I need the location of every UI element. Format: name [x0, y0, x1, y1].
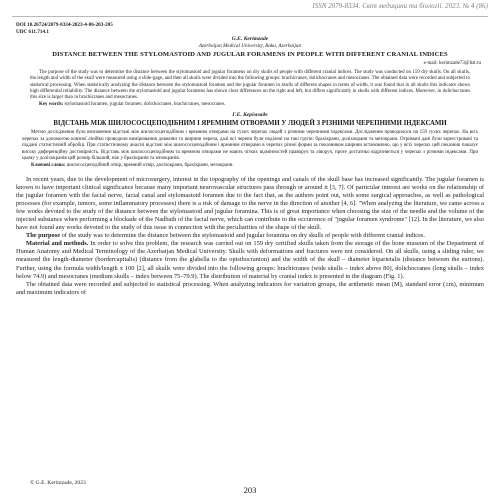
- introduction-paragraph: In recent years, due to the development of microsurgery, interest in the topography of the openings and canals of the skull base has increased significantly. The jugular foramen is known to have important clinical significance because many important neurovascular structures pass through or around it [3, 7]. Of particular interest are works on the relationship of the jugular foramen with the facial nerve, facial canal and stylomastoid foramen due to the fact that, as the authors point out, with some surgical approaches, as well as pathological processes (for example, tumors, some inflammatory processes) there is a risk of damage to the nerve in the direction of another [4, 6]. "When analyzing the literature, we came across a few works devoted to the study of the distance between the stylomastoid and jugular foramina. This is of great importance when choosing the size of the needle and the volume of the injected substance when performing a blockade of the Nadbath of the facial nerve, which can contribute to the occurrence of "jugular foramen syndrome" [12]. In the literature, we also have not found any works devoted to the study of this issue in connection with the peculiarities of the shape of the skull.: [16, 176, 484, 232]
- ukrainian-keywords: [22, 163, 478, 170]
- english-keywords: [30, 102, 470, 108]
- copyright-notice: © G.E. Kerimzade, 2023: [30, 480, 86, 486]
- ukrainian-keywords-label: Ключові слова:: [31, 162, 66, 168]
- purpose-paragraph: [16, 232, 484, 240]
- ukrainian-title: ВІДСТАНЬ МІЖ ШИЛОСОСЦЕПОДІБНИМ І ЯРЕМНИМ ОТВОРАМИ У ЛЮДЕЙ З РІЗНИМИ ЧЕРЕПНИМИ ІНДЕКСАМИ: [53, 120, 447, 128]
- methods-label: Material and methods.: [26, 240, 89, 248]
- article-body: [16, 176, 484, 297]
- methods-paragraph: [16, 240, 484, 280]
- ukrainian-keywords-list: шилососцеподібний отвір, яремний отвір, доліхокрани, брахікрани, мезокрани.: [66, 162, 234, 168]
- statistics-paragraph: The obtained data were recorded and subjected to statistical processing. When analyzing indicators for variation groups, the arithmetic mean (M), standard error (±m), minimum and maximum indicators of: [16, 280, 484, 296]
- methods-text: In order to solve this problem, the research was carried out on 159 dry certified skulls taken from the storage of the bone museum of the Department of Human Anatomy and Medical Terminology of the Azerbaijan Medical University. Skulls with deformations and fractures were not considered. On all skulls, using a sliding ruler, we measured the length-diameter (bordercapitalis) (distance from the glabella to the opisthocranion) and the width of the skull – diameter biparietalis (distance between the eurions). Further, using the formula width/length x 100 [2], all skulls were divided into the following groups: brachicranes (wide skulls – index above 80), dolichocranes (long skulls – index below 74.9) and mesocranes (medium skulls – index between 75–79.9). The distribution of material by cranial index is presented in the diagram (Fig. 1).: [16, 240, 485, 280]
- keywords-list: stylomastoid foramen, jugular foramen, dolichocranes, brachicranes, mesocranes.: [64, 101, 226, 107]
- running-header: [0, 0, 500, 18]
- udc: UDC 611.714.1: [16, 28, 49, 35]
- english-abstract: The purpose of the study was to determine the distance between the stylomastoid and jugular foramens on dry skulls of people with different cranial indices. The study was conducted on 159 dry skulls. On all skulls, the length and width of the skull were measured using a slide-gage, and then all skulls were divided into the following groups: brachicranes, dolichocranes and mesocranes. The obtained data were recorded and subjected to statistical processing. When statistically analyzing the distance between the stylomastoid foramen and the jugular foramen in skulls of different shapes in terms of width, it was found that in all skulls this indicator shows high differential reliability. The distance between the stylomastoid and jugular foramens has shown clear differences on the right and left, but differs significantly in skulls with different indices. Moreover, in dolichocranes this size is larger than in brachicranes and mesocranes.: [30, 69, 470, 101]
- journal-header: ISSN 2079-8334. Світ медицини та біології. 2023. № 4 (86): [312, 3, 488, 10]
- article-content: [16, 22, 484, 476]
- purpose-text: of the study was to determine the distance between the stylomastoid and jugular foramina on dry skulls of people with different cranial indices.: [60, 232, 425, 240]
- article-title: DISTANCE BETWEEN THE STYLOMASTOID AND JUGULAR FORAMENS IN PEOPLE WITH DIFFERENT CRANIAL INDICES: [52, 51, 448, 59]
- author-affiliation: Azerbaijan Medical University, Baku, Azerbaijan: [198, 42, 302, 49]
- doi[interactable]: DOI 10.26724/2079-8334-2023-4-86-203-205: [16, 22, 113, 28]
- author-name: G.E. Kerimzade: [231, 36, 269, 43]
- ukrainian-abstract: Метою дослідження було визначення відстані між шилососцеподібним і яремним отворами на сухих черепах людей з різними черепними індексами. Дослідження проводилося на 159 сухих черепах. На всіх черепах за допомогою ковзної лінійки проводили вимірювання довжини та ширини черепа, далі всі черепи були поділені на такі групи: брахікрани, доліхокрани та мезокрани. Отримані дані були зареєстровані та піддані статистичній обробці. При статистичному аналізі відстані між шилососцеподібним і яремним отворами в черепах різної форми за показником ширини встановлено, що у всіх черепах цей показник показує високу диференційну достовірність. Відстань між шилососцеподібним та яремним отворами не мають чітких відмінностей праворуч та ліворуч, проте достатньо відрізняється у черепах з різними індексами. При цьому у доліхокранів цей розмір більший, ніж у брахікранів та мезокранів.: [22, 130, 478, 162]
- keywords-label: Key words:: [39, 101, 64, 107]
- ukrainian-author-name: Г.Е. Керімзаде: [232, 112, 268, 119]
- purpose-label: The purpose: [26, 232, 61, 240]
- header-divider: [12, 16, 488, 17]
- page-number: 203: [243, 485, 257, 495]
- page-footer: [0, 478, 500, 500]
- author-email[interactable]: e-mail: kerimzade73@list.ru: [423, 61, 481, 67]
